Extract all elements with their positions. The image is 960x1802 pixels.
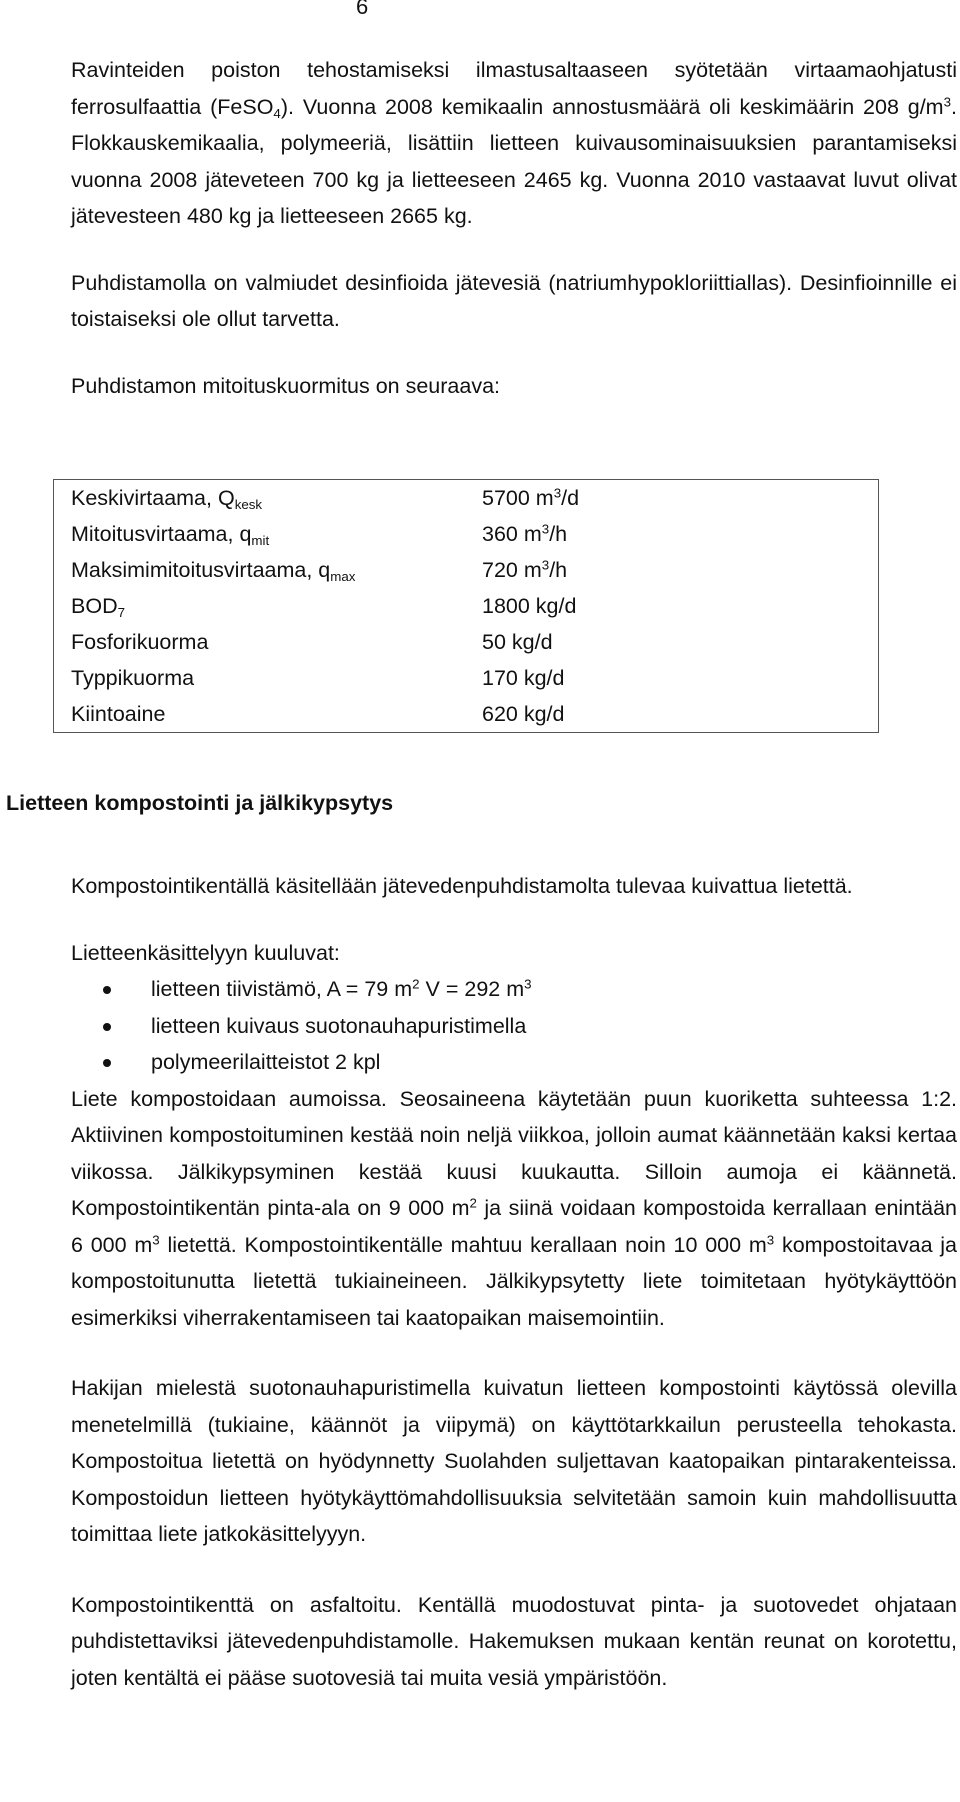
table-row — [54, 696, 879, 733]
design-load-table — [53, 479, 879, 733]
table-row — [54, 588, 879, 624]
parameter-cell: Fosforikuorma — [71, 629, 209, 654]
sludge-handling-list — [71, 971, 957, 1081]
applicant-opinion-paragraph: Hakijan mielestä suotonauhapuristimella kuivatun lietteen kompostointi käytössä olevilla menetelmillä (tukiaine, käännöt ja viipymä) on käyttötarkkailun perusteella tehokasta. Kompostoitua lietettä on hyödynnetty Suolahden suljettavan kaatopaikan pintarakenteissa. Kompostoidun lietteen hyötykäyttömahdollisuuksia selvitetään samoin kuin mahdollisuutta toimittaa liete jatkokäsittelyyyn. — [71, 1376, 957, 1546]
table-row — [54, 624, 879, 660]
list-item: lietteen kuivaus suotonauhapuristimella — [71, 1008, 957, 1045]
asphalt-field-paragraph: Kompostointikenttä on asfaltoitu. Kentällä muodostuvat pinta- ja suotovedet ohjataan puhdistettaviksi jätevedenpuhdistamolle. Hakemuksen mukaan kentän reunat on korotettu, joten kentältä ei pääse suotovesiä tai muita vesiä ympäristöön. — [71, 1592, 957, 1690]
table-row — [54, 660, 879, 696]
sludge-handling-intro: Lietteenkäsittelyyn kuuluvat: — [71, 940, 340, 965]
disinfection-paragraph: Puhdistamolla on valmiudet desinfioida jätevesiä (natriumhypokloriittiallas). Desinfioinnille ei toistaiseksi ole ollut tarvetta. — [71, 270, 957, 331]
parameter-cell: Maksimimitoitusvirtaama, $q_{max}$ — [71, 557, 356, 584]
parameter-cell: Mitoitusvirtaama, $q_{mit}$ — [71, 521, 270, 548]
value-cell: 720 $m^3/h$ — [482, 557, 568, 582]
list-item: polymeerilaitteistot 2 kpl — [71, 1044, 957, 1081]
value-cell: 5700 $m^3/d$ — [482, 485, 580, 510]
page-number: 6 — [356, 0, 369, 19]
intro-section — [71, 52, 957, 404]
bullet-icon — [103, 986, 111, 994]
composting-field-paragraph: Kompostointikentällä käsitellään jätevedenpuhdistamolta tulevaa kuivattua lietettä. — [71, 874, 853, 898]
composting-process-paragraph: Liete kompostoidaan aumoissa. Seosaineena käytetään puun kuoriketta suhteessa 1:2. Aktiivinen kompostoituminen kestää noin neljä viikkoa, jolloin aumat käännetään kaksi kertaa viikossa. Jälkikypsyminen kestää kuusi kuukautta. Silloin aumoja ei käännetä. Kompostointikentän pinta-ala on 9 000 $m^2$ ja siinä voidaan kompostoida kerrallaan enintään 6 000 $m^3$ lietettä. Kompostointikentälle mahtuu kerallaan noin 10 000 $m^3$ kompostoitavaa ja kompostoitunutta lietettä tukiaineineen. Jälkikypsytetty liete toimitetaan hyötykäyttöön esimerkiksi viherrakentamiseen tai kaatopaikan maisemointiin. — [71, 1086, 958, 1330]
value-cell: 50 kg/d — [482, 629, 553, 654]
value-cell: 1800 kg/d — [482, 593, 577, 618]
chemical-dosing-paragraph: Ravinteiden poiston tehostamiseksi ilmastusaltaaseen syötetään virtaamaohjatusti ferrosulfaattia (FeSO$_4$). Vuonna 2008 kemikaalin annostusmäärä oli keskimäärin 208 $g/m^3$. Flokkauskemikaalia, polymeeriä, lisättiin lietteen kuivausominaisuuksien parantamiseksi vuonna 2008 jäteveteen 700 kg ja lietteeseen 2465 kg. Vuonna 2010 vastaavat luvut olivat jätevesteen 480 kg ja lietteeseen 2665 kg. — [71, 58, 957, 228]
design-load-intro: Puhdistamon mitoituskuormitus on seuraava: — [71, 373, 501, 398]
value-cell: 170 kg/d — [482, 665, 565, 690]
parameter-cell: Typpikuorma — [71, 665, 195, 690]
value-cell: 360 $m^3/h$ — [482, 521, 568, 546]
parameter-cell: $BOD_7$ — [71, 593, 126, 620]
list-item: lietteen tiivistämö, A = 79 $m^2$ V = 292 $m^3$ — [71, 971, 957, 1008]
table-row — [54, 552, 879, 588]
composting-section — [71, 868, 957, 1696]
parameter-cell: Kiintoaine — [71, 701, 166, 726]
table-row — [54, 516, 879, 552]
value-cell: 620 kg/d — [482, 701, 565, 726]
bullet-icon — [103, 1023, 111, 1031]
bullet-icon — [103, 1059, 111, 1067]
parameter-cell: Keskivirtaama, $Q_{kesk}$ — [71, 485, 263, 512]
section-heading: Lietteen kompostointi ja jälkikypsytys — [6, 791, 394, 815]
table-row — [54, 480, 879, 517]
